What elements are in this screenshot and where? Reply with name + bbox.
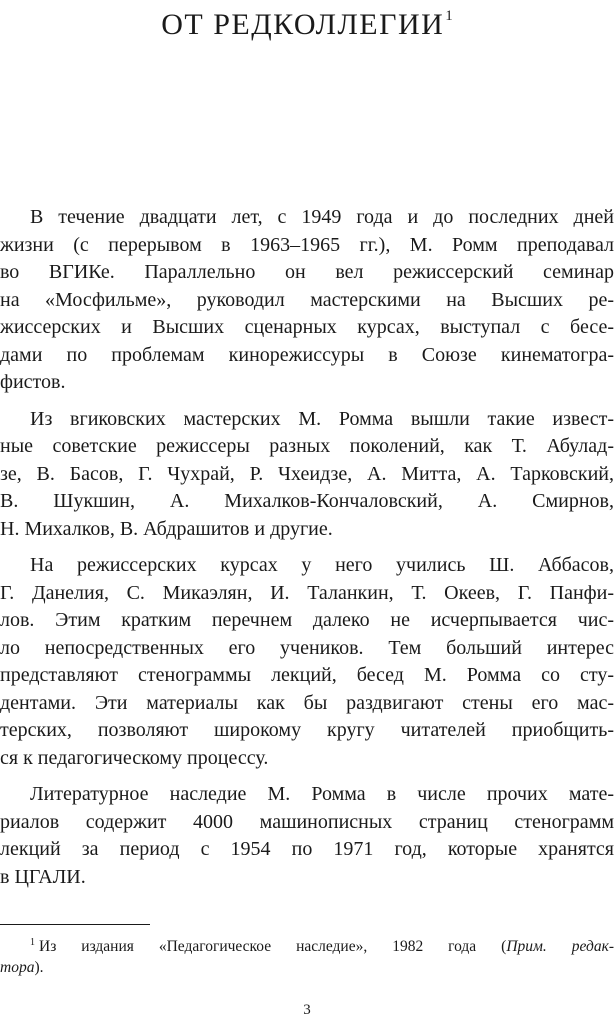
text-line: Литературное наследие М. Ромма в числе прочих мате- [30,783,614,805]
text-line: жиссерских и Высших сценарных курсах, выступал с бесе- [0,316,614,338]
footnote-italic-text: тора [0,959,35,976]
text-line: представляют стенограммы лекций, бесед М. Ромма со сту- [0,664,614,686]
body-text [0,204,614,900]
paragraph [0,552,614,772]
footnote [0,932,614,978]
text-line: дентами. Эти материалы как бы раздвигают стены его мас- [0,691,614,714]
text-line: В. Шукшин, А. Михалков-Кончаловский, А. Смирнов, [0,490,614,512]
text-line: В течение двадцати лет, с 1949 года и до последних дней [30,206,614,228]
text-line: Н. Михалков, В. Абдрашитов и другие. [0,517,333,540]
text-line: во ВГИКе. Параллельно он вел режиссерский семинар [0,261,614,283]
footnote-text: ). [34,959,44,976]
paragraph [0,781,614,891]
text-line: дами по проблемам кинорежиссуры в Союзе кинематогра- [0,343,614,366]
text-line: риалов содержит 4000 машинописных страниц стенограмм [0,810,614,833]
text-line: фистов. [0,371,66,393]
paragraph [0,204,614,397]
paragraph [0,406,614,544]
page-number: 3 [303,1002,311,1018]
text-line: ло непосредственных его учеников. Тем больший интерес [0,636,614,659]
text-line: терских, позволяют широкому кругу читателей приобщить- [0,719,614,741]
text-line: зе, В. Басов, Г. Чухрай, Р. Чхеидзе, А. Митта, А. Тарковский, [0,462,614,485]
footnote-marker: 1 [30,937,35,948]
text-line: жизни (с перерывом в 1963–1965 гг.), М. Ромм преподавал [0,233,614,256]
text-line: на «Мосфильме», руководил мастерскими на Высших ре- [0,288,614,311]
text-line: лов. Этим кратким перечнем далеко не исчерпывается чис- [0,609,614,631]
footnote-line [0,957,614,978]
text-line: лекций за период с 1954 по 1971 год, которые хранятся [0,838,614,860]
footnote-line [0,932,614,957]
page-title [0,0,614,41]
text-line: На режиссерских курсах у него учились Ш. Аббасов, [30,554,614,576]
text-line: Из вгиковских мастерских М. Ромма вышли такие извест- [30,407,614,430]
footnote-text: Из издания «Педагогическое наследие», 1982 года ( [39,938,507,955]
title-text: ОТ РЕДКОЛЛЕГИИ [161,8,445,41]
text-line: Г. Данелия, С. Микаэлян, И. Таланкин, Т. Океев, Г. Панфи- [0,581,614,604]
text-line: ся к педагогическому процессу. [0,746,269,769]
footnote-divider [0,924,150,925]
text-line: в ЦГАЛИ. [0,865,86,888]
title-footnote-marker: 1 [445,8,453,24]
footnote-italic-text: Прим. редак- [506,938,614,955]
text-line: ные советские режиссеры разных поколений, как Т. Абулад- [0,435,614,457]
